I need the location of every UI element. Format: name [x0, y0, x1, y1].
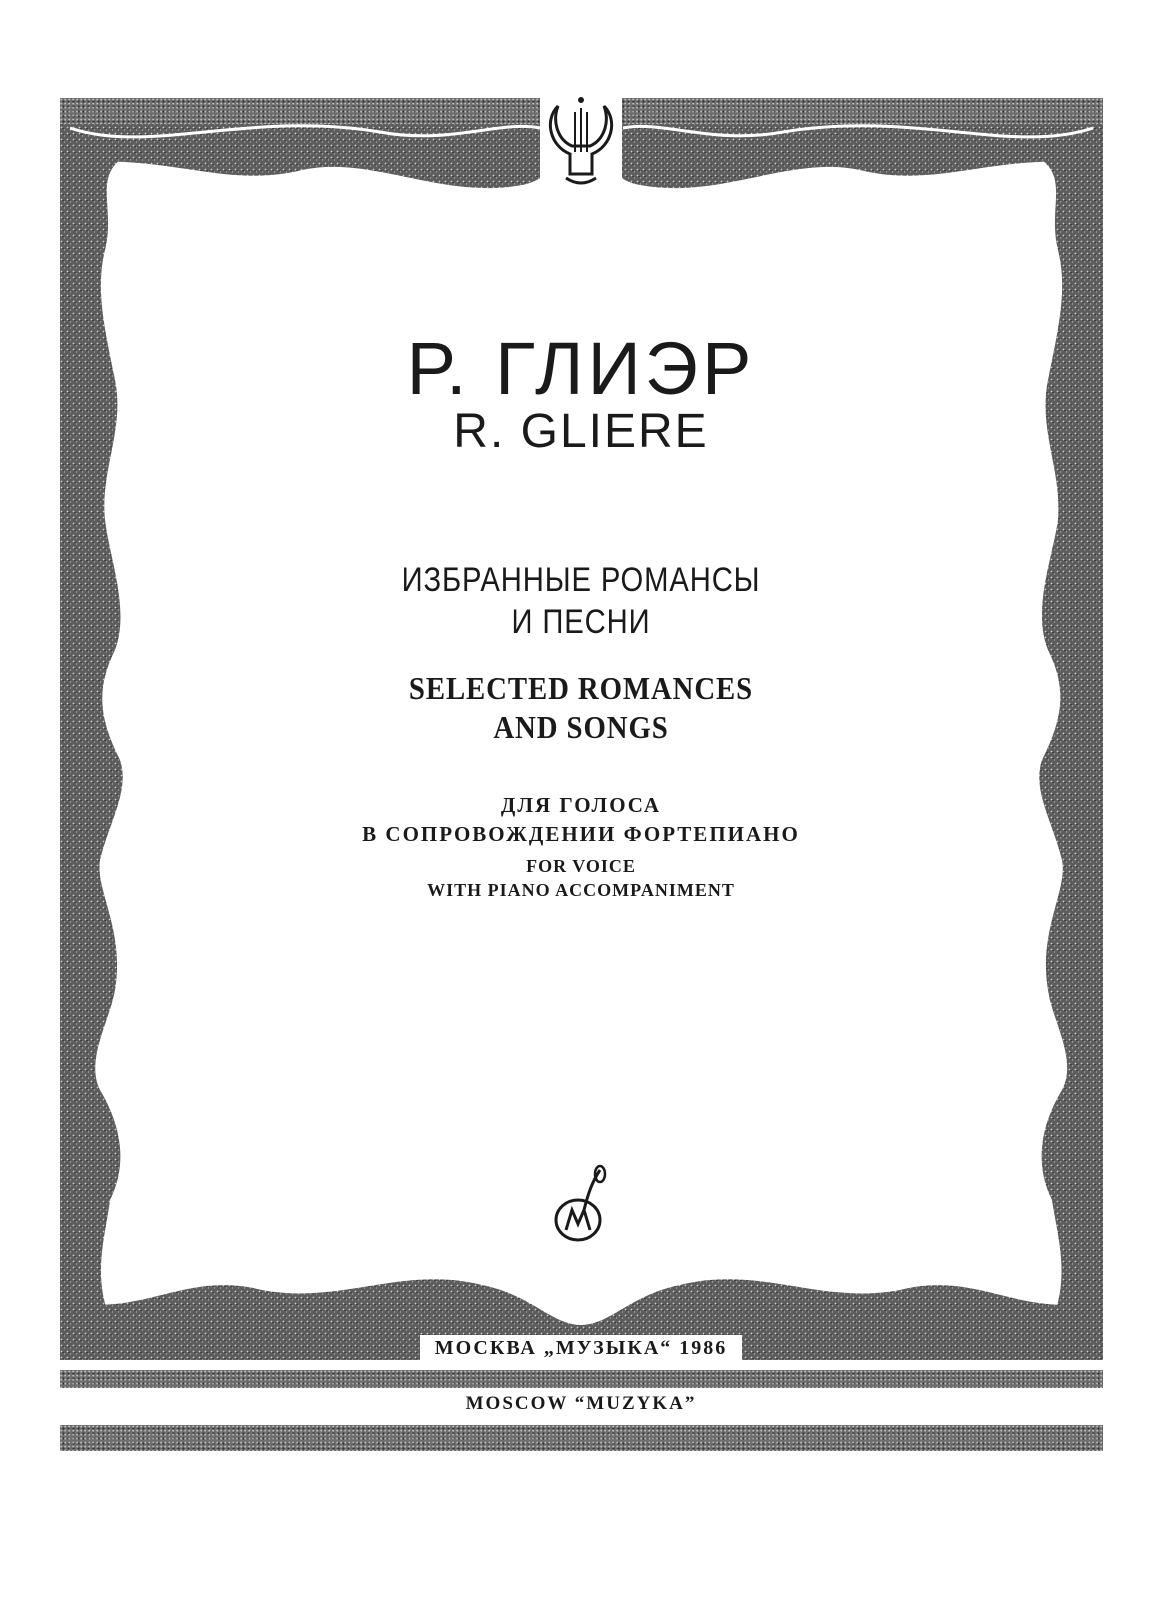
instrumentation-ru-line2: В СОПРОВОЖДЕНИИ ФОРТЕПИАНО	[362, 822, 800, 846]
work-title-ru-line2: И ПЕСНИ	[511, 603, 651, 641]
work-title-en-line2: AND SONGS	[493, 709, 669, 745]
muzyka-logo-icon	[548, 1164, 614, 1246]
composer-name-en: R. GLIERE	[453, 405, 709, 458]
instrumentation-en-line1: FOR VOICE	[526, 856, 636, 876]
work-title-en-line1: SELECTED ROMANCES	[408, 670, 754, 706]
instrumentation-en-line2: WITH PIANO ACCOMPANIMENT	[427, 880, 735, 900]
publisher-ru: МОСКВА „МУЗЫКА“ 1986	[434, 1337, 728, 1359]
work-title-ru-line1: ИЗБРАННЫЕ РОМАНСЫ	[401, 561, 761, 599]
publisher-en: MOSCOW “MUZYKA”	[465, 1393, 697, 1414]
lyre-icon	[540, 92, 622, 192]
composer-name-ru: Р. ГЛИЭР	[406, 327, 756, 410]
instrumentation-ru-line1: ДЛЯ ГОЛОСА	[500, 793, 662, 817]
